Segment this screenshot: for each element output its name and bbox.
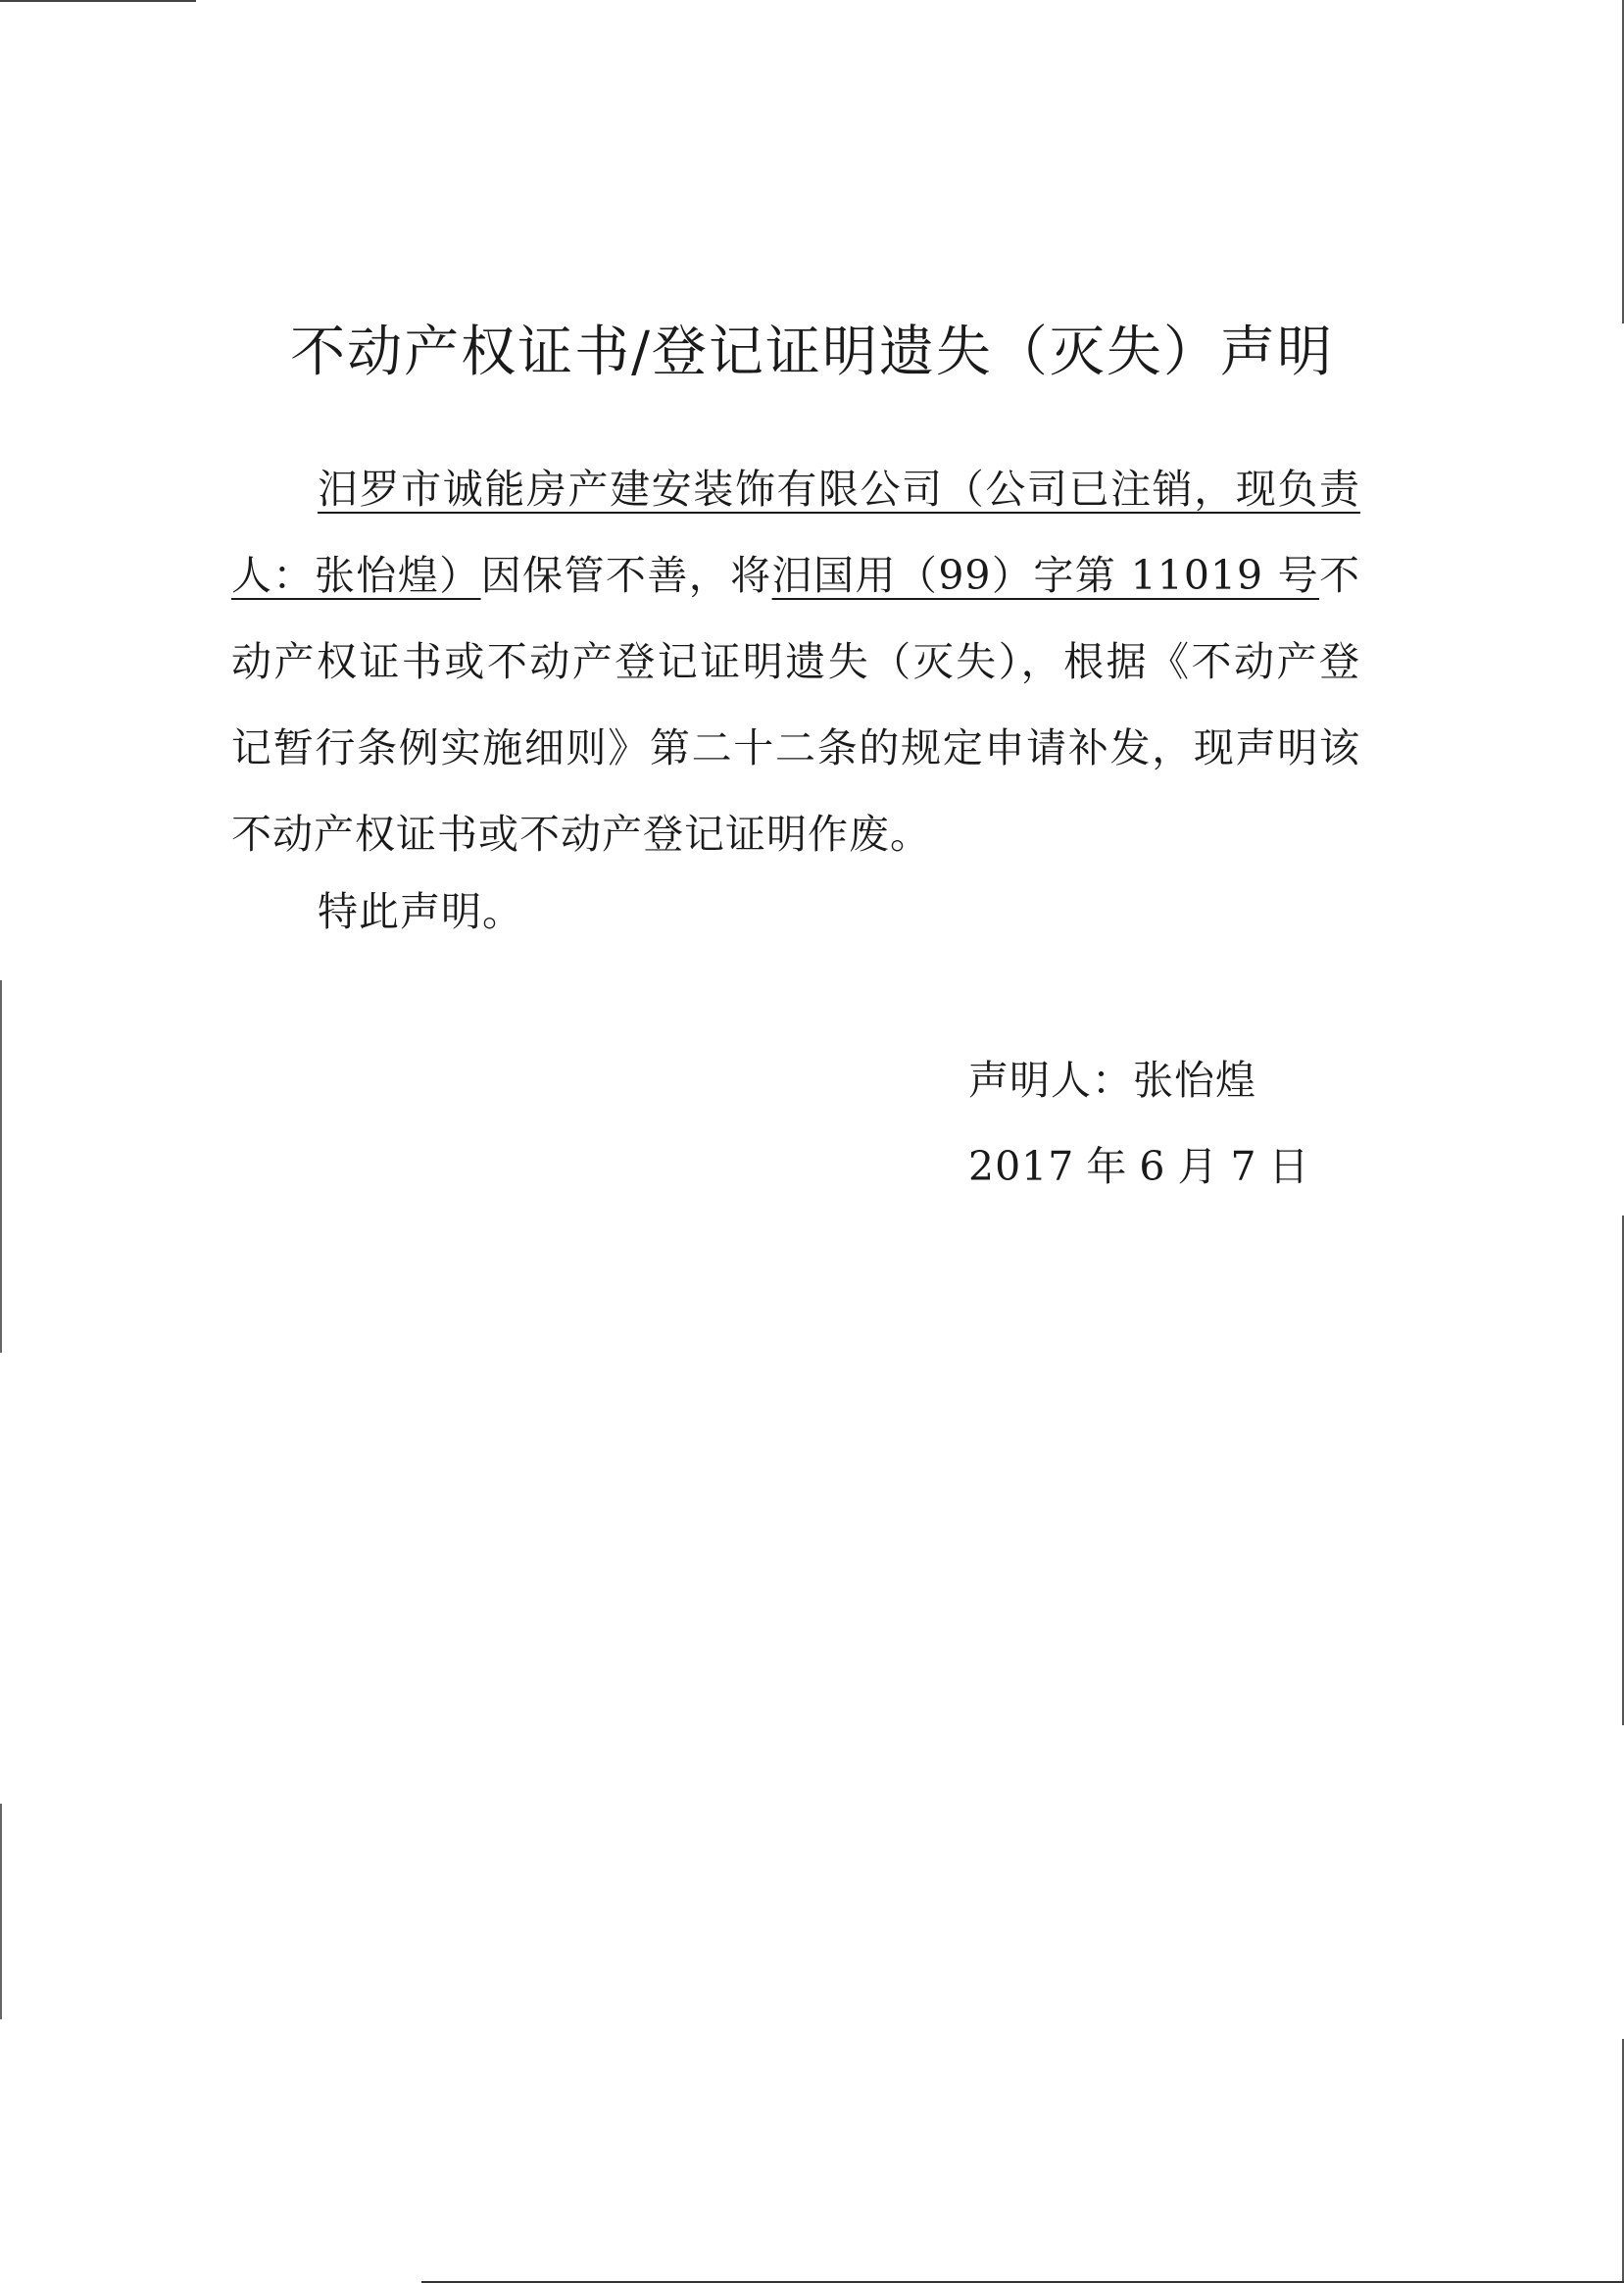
scan-edge-left-middle [0,980,2,1353]
declaration-paragraph [231,446,1360,877]
scan-edge-left-lower [0,1804,2,2019]
date-year: 2017 [968,1143,1075,1190]
declaration-date [968,1123,1310,1210]
date-year-unit: 年 [1086,1143,1128,1190]
company-name-underlined: 汨罗市诚能房产建安装饰有限公司（公司已注销，现负责人：张怡煌） [231,466,1360,599]
date-month: 6 [1139,1143,1166,1190]
declarant-signature: 声明人：张怡煌 [968,1057,1256,1104]
document-title: 不动产权证书/登记证明遗失（灭失）声明 [290,320,1334,384]
scan-edge-top [0,0,196,2]
certificate-number-underlined: 汨国用（99）字第 11019 号 [771,552,1320,599]
closing-statement: 特此声明。 [318,888,523,935]
paragraph-text-2: 不动产权证书或不动产登记证明遗失（灭失），根据《不动产登记暂行条例实施细则》第二十二条的规定申请补发，现声明该不动产权证书或不动产登记证明作废。 [231,552,1361,858]
date-day-unit: 日 [1268,1143,1310,1190]
date-month-unit: 月 [1177,1143,1219,1190]
date-day: 7 [1230,1143,1257,1190]
paragraph-text-1: 因保管不善，将 [480,552,772,599]
